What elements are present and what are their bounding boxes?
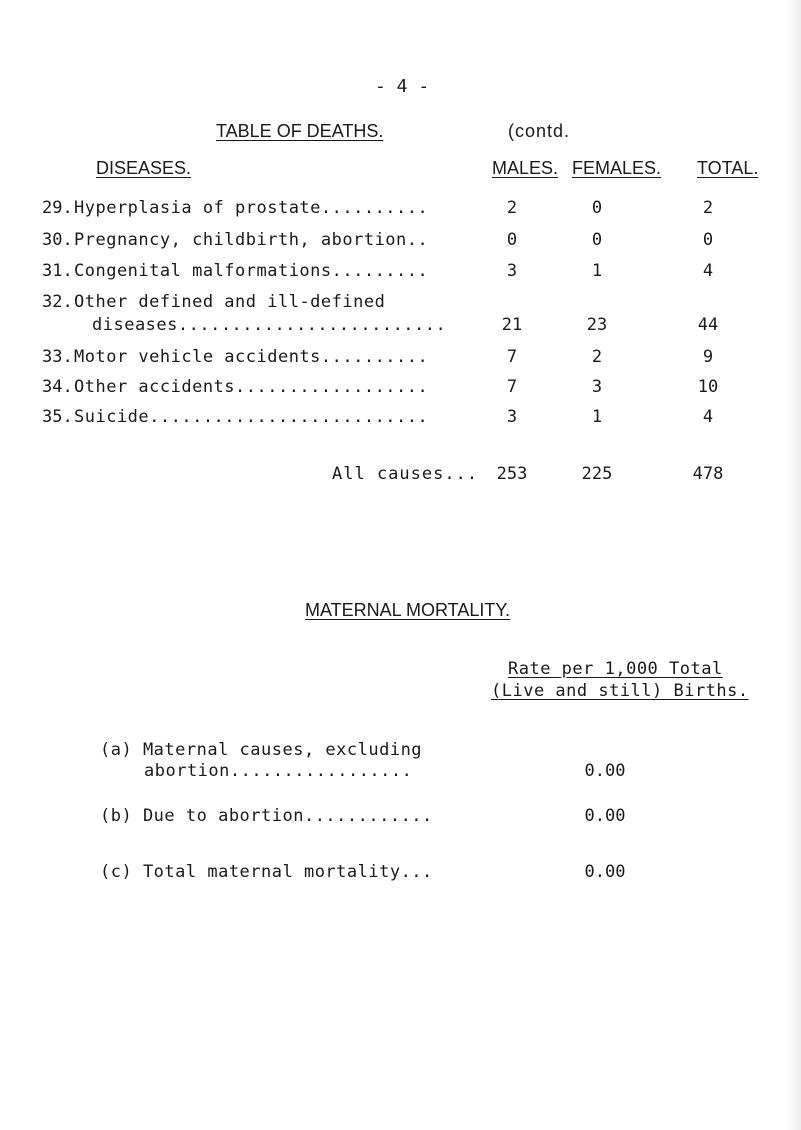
row-label-continuation: diseases.........................: [92, 315, 447, 335]
row-label: Other accidents..................: [74, 377, 429, 397]
row-number: 31.: [42, 261, 73, 281]
table-heading-contd: (contd.: [508, 121, 571, 141]
cell-males: 7: [506, 347, 518, 367]
row-number: 29.: [42, 198, 73, 218]
cell-total: 9: [702, 347, 714, 367]
maternal-heading: MATERNAL MORTALITY.: [305, 600, 511, 620]
cell-females: 23: [586, 315, 608, 335]
cell-females: 3: [591, 377, 603, 397]
cell-males: 3: [506, 261, 518, 281]
maternal-item-a-continuation: abortion.................: [144, 761, 413, 781]
row-number: 30.: [42, 230, 73, 250]
cell-total: 2: [702, 198, 714, 218]
row-number: 35.: [42, 407, 73, 427]
maternal-item-b-value: 0.00: [584, 806, 626, 826]
maternal-item-b: (b) Due to abortion............: [100, 806, 433, 826]
cell-females: 0: [591, 230, 603, 250]
all-causes-label: All causes...: [332, 464, 479, 484]
row-label: Pregnancy, childbirth, abortion..: [74, 230, 429, 250]
all-causes-total: 478: [692, 464, 724, 484]
cell-females: 1: [591, 261, 603, 281]
cell-males: 21: [501, 315, 523, 335]
all-causes-females: 225: [581, 464, 613, 484]
cell-total: 44: [697, 315, 719, 335]
all-causes-males: 253: [496, 464, 528, 484]
cell-males: 7: [506, 377, 518, 397]
cell-total: 10: [697, 377, 719, 397]
cell-males: 0: [506, 230, 518, 250]
maternal-item-c-value: 0.00: [584, 862, 626, 882]
maternal-item-a-value: 0.00: [584, 761, 626, 781]
cell-total: 0: [702, 230, 714, 250]
page-number: - 4 -: [375, 76, 430, 97]
maternal-item-a: (a) Maternal causes, excluding: [100, 740, 423, 760]
cell-males: 3: [506, 407, 518, 427]
table-heading: TABLE OF DEATHS.: [216, 121, 384, 141]
row-number: 32.: [42, 292, 73, 312]
cell-total: 4: [702, 407, 714, 427]
page-edge-shadow: [787, 0, 801, 1130]
header-females: FEMALES.: [572, 158, 662, 178]
row-label: Other defined and ill-defined: [74, 292, 386, 312]
maternal-item-c: (c) Total maternal mortality...: [100, 862, 433, 882]
row-label: Congenital malformations.........: [74, 261, 429, 281]
cell-females: 0: [591, 198, 603, 218]
row-number: 34.: [42, 377, 73, 397]
row-label: Hyperplasia of prostate..........: [74, 198, 429, 218]
row-label: Suicide..........................: [74, 407, 429, 427]
header-males: MALES.: [492, 158, 559, 178]
rate-header-line2: (Live and still) Births.: [491, 681, 749, 701]
header-diseases: DISEASES.: [96, 158, 192, 178]
row-number: 33.: [42, 347, 73, 367]
cell-total: 4: [702, 261, 714, 281]
rate-header-line1: Rate per 1,000 Total: [508, 659, 723, 679]
header-total: TOTAL.: [697, 158, 759, 178]
cell-females: 2: [591, 347, 603, 367]
cell-males: 2: [506, 198, 518, 218]
row-label: Motor vehicle accidents..........: [74, 347, 429, 367]
cell-females: 1: [591, 407, 603, 427]
